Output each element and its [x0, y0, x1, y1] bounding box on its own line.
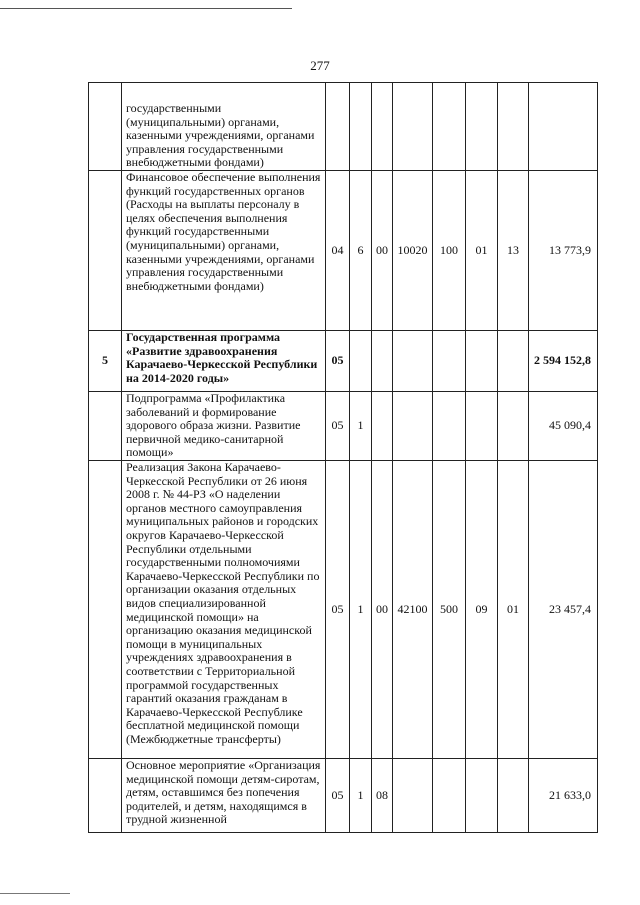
amount-cell: 13 773,9 — [529, 171, 598, 331]
table-row — [89, 331, 598, 392]
row-number-cell — [89, 461, 122, 759]
expense-type-cell — [433, 83, 466, 171]
direction-code-cell: 42100 — [393, 461, 433, 759]
row-number-cell — [89, 83, 122, 171]
section-cell — [466, 83, 498, 171]
direction-code-cell — [393, 331, 433, 392]
table-row — [89, 392, 598, 461]
row-name-cell: Основное мероприятие «Организация медицинской помощи детям-сиротам, детям, оставшимся без попечения родителей, и детям, находящимся в трудной жизненной — [122, 759, 326, 833]
table-row — [89, 461, 598, 759]
section-cell: 01 — [466, 171, 498, 331]
subprogram-code-cell — [350, 83, 372, 171]
row-name-cell: Финансовое обеспечение выполнения функций государственных органов (Расходы на выплаты персоналу в целях обеспечения выполнения функций государственными (муниципальными) органами, казенными учреждениями, органами управления государственными внебюджетными фондами) — [122, 171, 326, 331]
event-code-cell: 00 — [372, 461, 393, 759]
scan-edge-line — [0, 893, 70, 894]
program-code-cell: 04 — [326, 171, 350, 331]
scan-edge-line — [0, 8, 292, 9]
table-row — [89, 83, 598, 171]
page-number: 277 — [310, 58, 330, 73]
subsection-cell: 01 — [498, 461, 529, 759]
row-name-cell: Подпрограмма «Профилактика заболеваний и формирование здорового образа жизни. Развитие первичной медико-санитарной помощи» — [122, 392, 326, 461]
event-code-cell — [372, 83, 393, 171]
section-cell — [466, 331, 498, 392]
subprogram-code-cell: 1 — [350, 461, 372, 759]
event-code-cell: 00 — [372, 171, 393, 331]
event-code-cell — [372, 392, 393, 461]
expense-type-cell: 500 — [433, 461, 466, 759]
subprogram-code-cell: 1 — [350, 392, 372, 461]
row-name-cell: Государственная программа «Развитие здравоохранения Карачаево-Черкесской Республики на 2014-2020 годы» — [122, 331, 326, 392]
expense-type-cell: 100 — [433, 171, 466, 331]
amount-cell — [529, 83, 598, 171]
direction-code-cell — [393, 759, 433, 833]
row-number-cell — [89, 759, 122, 833]
subprogram-code-cell: 1 — [350, 759, 372, 833]
section-cell — [466, 759, 498, 833]
direction-code-cell — [393, 83, 433, 171]
program-code-cell: 05 — [326, 331, 350, 392]
program-code-cell: 05 — [326, 392, 350, 461]
table-row — [89, 171, 598, 331]
amount-cell: 2 594 152,8 — [529, 331, 598, 392]
subprogram-code-cell — [350, 331, 372, 392]
row-name-cell: Реализация Закона Карачаево-Черкесской Республики от 26 июня 2008 г. № 44-РЗ «О наделении органов местного самоуправления муниципальных районов и городских округов Карачаево-Черкесской Республики отдельными государственными полномочиями Карачаево-Черкесской Республики по организации оказания отдельных видов специализированной медицинской помощи» на организацию оказания медицинской помощи в муниципальных учреждениях здравоохранения в соответствии с Территориальной программой государственных гарантий оказания гражданам в Карачаево-Черкесской Республике бесплатной медицинской помощи (Межбюджетные трансферты) — [122, 461, 326, 759]
row-number-cell — [89, 392, 122, 461]
direction-code-cell — [393, 392, 433, 461]
program-code-cell: 05 — [326, 461, 350, 759]
row-number-cell: 5 — [89, 331, 122, 392]
row-name-cell: государственными (муниципальными) органами, казенными учреждениями, органами управления государственными внебюджетными фондами) — [122, 83, 326, 171]
subprogram-code-cell: 6 — [350, 171, 372, 331]
subsection-cell: 13 — [498, 171, 529, 331]
subsection-cell — [498, 83, 529, 171]
subsection-cell — [498, 331, 529, 392]
program-code-cell: 05 — [326, 759, 350, 833]
program-code-cell — [326, 83, 350, 171]
amount-cell: 45 090,4 — [529, 392, 598, 461]
amount-cell: 21 633,0 — [529, 759, 598, 833]
section-cell — [466, 392, 498, 461]
subsection-cell — [498, 759, 529, 833]
expense-type-cell — [433, 331, 466, 392]
direction-code-cell: 10020 — [393, 171, 433, 331]
event-code-cell — [372, 331, 393, 392]
budget-table — [88, 82, 598, 833]
expense-type-cell — [433, 759, 466, 833]
table-row — [89, 759, 598, 833]
expense-type-cell — [433, 392, 466, 461]
event-code-cell: 08 — [372, 759, 393, 833]
section-cell: 09 — [466, 461, 498, 759]
subsection-cell — [498, 392, 529, 461]
amount-cell: 23 457,4 — [529, 461, 598, 759]
row-number-cell — [89, 171, 122, 331]
